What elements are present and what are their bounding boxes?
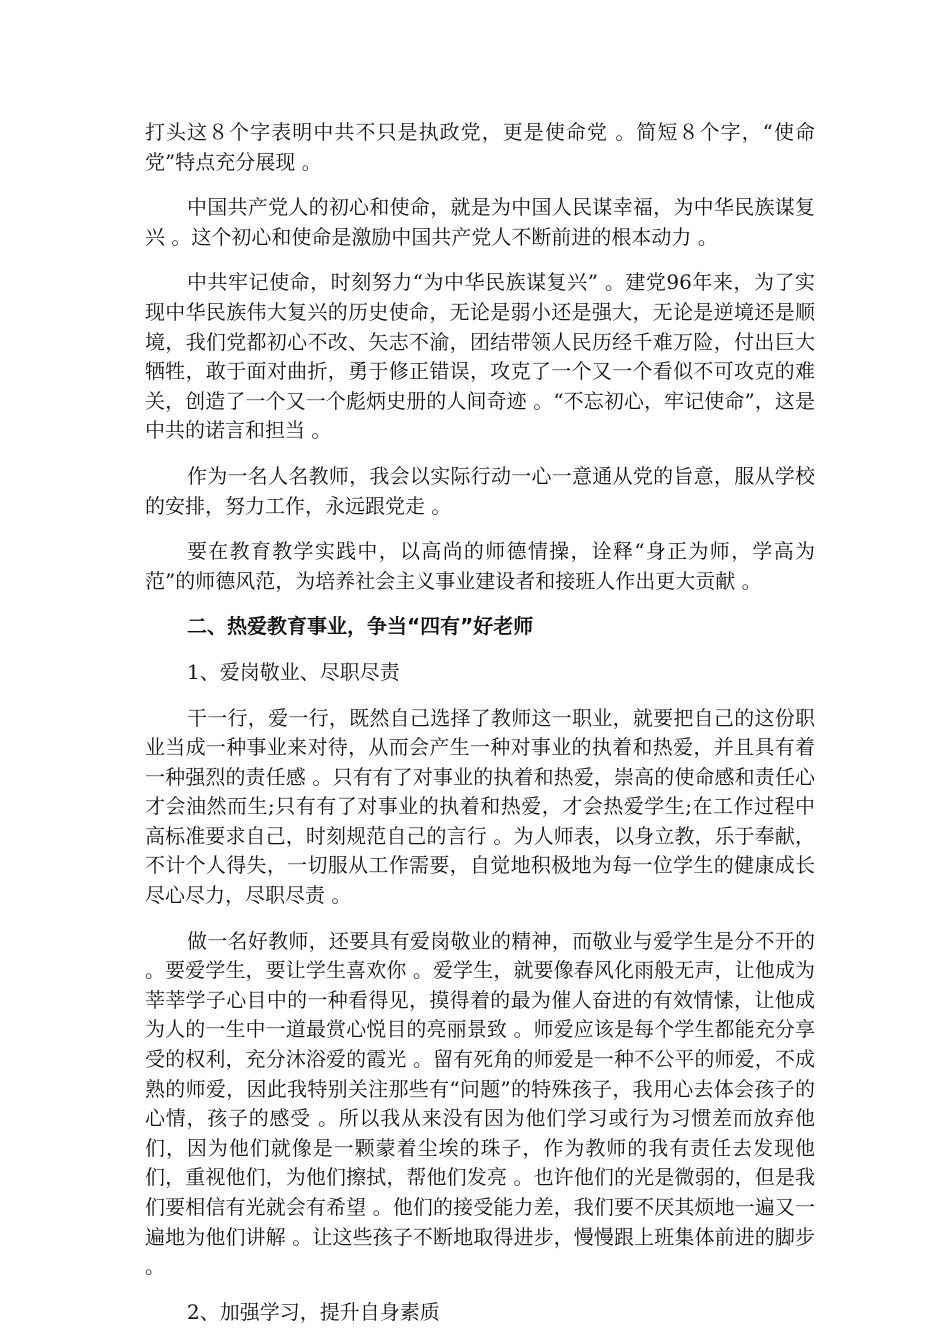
- section-heading: 二、热爱教育事业，争当“四有”好老师: [187, 614, 534, 639]
- paragraph-remember-mission: 中共牢记使命，时刻努力“为中华民族谋复兴” 。建党96年来，为了实现中华民族伟大复兴的历史使命，无论是弱小还是强大，无论是逆境还是顺境，我们党都初心不改、矢志不渝，团结带领人民历经千难万险，付出巨大牺牲，敢于面对曲折，勇于修正错误，攻克了一个又一个看似不可攻克的难关，创造了一个又一个彪炳史册的人间奇迹 。“不忘初心，牢记使命”，这是中共的诺言和担当 。: [145, 270, 815, 443]
- document-page: [145, 118, 815, 1343]
- paragraph-love-students: 做一名好教师，还要具有爱岗敬业的精神，而敬业与爱学生是分不开的 。要爱学生，要让学生喜欢你 。爱学生，就要像春风化雨般无声，让他成为莘莘学子心目中的一种看得见，摸得着的最为催人奋进的有效情愫，让他成为人的一生中一道最赏心悦目的亮丽景致 。师爱应该是每个学生都能充分享受的权利，充分沐浴爱的霞光 。留有死角的师爱是一种不公平的师爱，不成熟的师爱，因此我特别关注那些有“问题”的特殊孩子，我用心去体会孩子的心情，孩子的感受 。所以我从来没有因为他们学习或行为习惯差而放弃他们，因为他们就像是一颗蒙着尘埃的珠子，作为教师的我有责任去发现他们，重视他们，为他们擦拭，帮他们发亮 。也许他们的光是微弱的，但是我们要相信有光就会有希望 。他们的接受能力差，我们要不厌其烦地一遍又一遍地为他们讲解 。让这些孩子不断地取得进步，慢慢跟上班集体前进的脚步 。: [145, 928, 815, 1279]
- paragraph-original-aspiration: 中国共产党人的初心和使命，就是为中国人民谋幸福，为中华民族谋复兴 。这个初心和使命是激励中国共产党人不断前进的根本动力 。: [145, 195, 815, 249]
- paragraph-teacher-pledge: 作为一名人名教师，我会以实际行动一心一意通从党的旨意，服从学校的安排，努力工作，永远跟党走 。: [145, 463, 815, 518]
- paragraph-teacher-ethics: 要在教育教学实践中，以高尚的师德情操，诠释“身正为师，学高为范”的师德风范，为培养社会主义事业建设者和接班人作出更大贡献 。: [145, 539, 815, 593]
- subheading-dedication: 1、爱岗敬业、尽职尽责: [187, 659, 400, 684]
- subheading-learning: 2、加强学习，提升自身素质: [187, 1299, 440, 1324]
- paragraph-mission-party: 打头这８个字表明中共不只是执政党，更是使命党 。简短８个字，“使命党”特点充分展现 。: [145, 120, 815, 174]
- paragraph-love-profession: 干一行，爱一行，既然自己选择了教师这一职业，就要把自己的这份职业当成一种事业来对待，从而会产生一种对事业的执着和热爱，并且具有着一种强烈的责任感 。只有有了对事业的执着和热爱，崇高的使命感和责任心才会油然而生;只有有了对事业的执着和热爱，才会热爱学生;在工作过程中高标准要求自己，时刻规范自己的言行 。为人师表，以身立教，乐于奉献，不计个人得失，一切服从工作需要，自觉地积极地为每一位学生的健康成长尽心尽力，尽职尽责 。: [145, 705, 815, 908]
